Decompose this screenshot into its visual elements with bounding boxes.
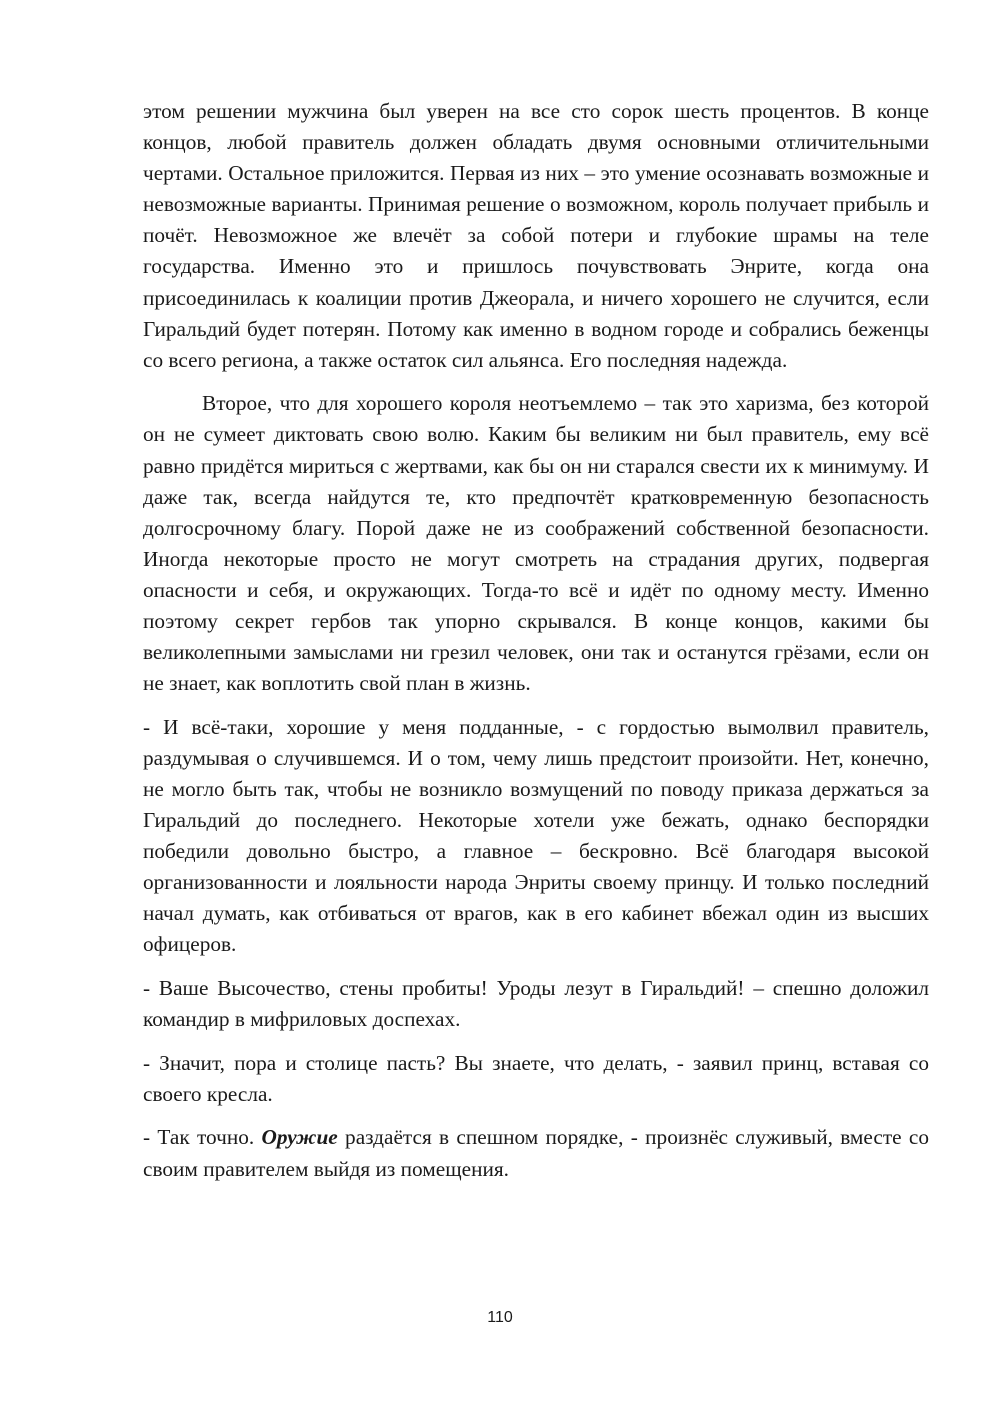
paragraph-6-rest: раздаётся в спешном порядке, - произнёс служивый, вместе со своим правителем выйдя из помещения. xyxy=(143,1125,930,1181)
page-number: 110 xyxy=(487,1309,513,1326)
paragraph-4: - Ваше Высочество, стены пробиты! Уроды лезут в Гиральдий! – спешно доложил командир в мифриловых доспехах. xyxy=(143,976,929,1032)
paragraph-2: Второе, что для хорошего короля неотъемлемо – так это харизма, без которой он не сумеет диктовать свою волю. Каким бы великим ни был правитель, ему всё равно придётся мириться с жертвами, как бы он ни старался свести их к минимуму. И даже так, всегда найдутся те, кто предпочтёт кратковременную безопасность долгосрочному благу. Порой даже не из соображений собственной безопасности. Иногда некоторые просто не могут смотреть на страдания других, подвергая опасности и себя, и окружающих. Тогда-то всё и идёт по одному месту. Именно поэтому секрет гербов так упорно скрывался. В конце концов, какими бы великолепными замыслами ни грезил человек, они так и останутся грёзами, если он не знает, как воплотить свой план в жизнь. xyxy=(143,391,929,696)
paragraph-3: - И всё-таки, хорошие у меня подданные, - с гордостью вымолвил правитель, раздумывая о случившемся. И о том, чему лишь предстоит произойти. Нет, конечно, не могло быть так, чтобы не возникло возмущений по поводу приказа держаться за Гиральдий до последнего. Некоторые хотели уже бежать, однако беспорядки победили довольно быстро, а главное – бескровно. Всё благодаря высокой организованности и лояльности народа Энриты своему принцу. И только последний начал думать, как отбиваться от врагов, как в его кабинет вбежал один из высших офицеров. xyxy=(143,714,929,957)
emphasized-word: Оружие xyxy=(261,1125,338,1150)
paragraph-6 xyxy=(143,1122,929,1184)
paragraph-1: этом решении мужчина был уверен на все сто сорок шесть процентов. В конце концов, любой правитель должен обладать двумя основными отличительными чертами. Остальное приложится. Первая из них – это умение осознавать возможные и невозможные варианты. Принимая решение о возможном, король получает прибыль и почёт. Невозможное же влечёт за собой потери и глубокие шрамы на теле государства. Именно это и пришлось почувствовать Энрите, когда она присоединилась к коалиции против Джеорала, и ничего хорошего не случится, если Гиральдий будет потерян. Потому как именно в водном городе и собрались беженцы со всего региона, а также остаток сил альянса. Его последняя надежда. xyxy=(143,99,929,372)
paragraph-5: - Значит, пора и столице пасть? Вы знаете, что делать, - заявил принц, вставая со своего кресла. xyxy=(143,1050,929,1106)
body-text xyxy=(143,96,929,1197)
paragraph-6-lead: - Так точно. xyxy=(143,1125,262,1150)
